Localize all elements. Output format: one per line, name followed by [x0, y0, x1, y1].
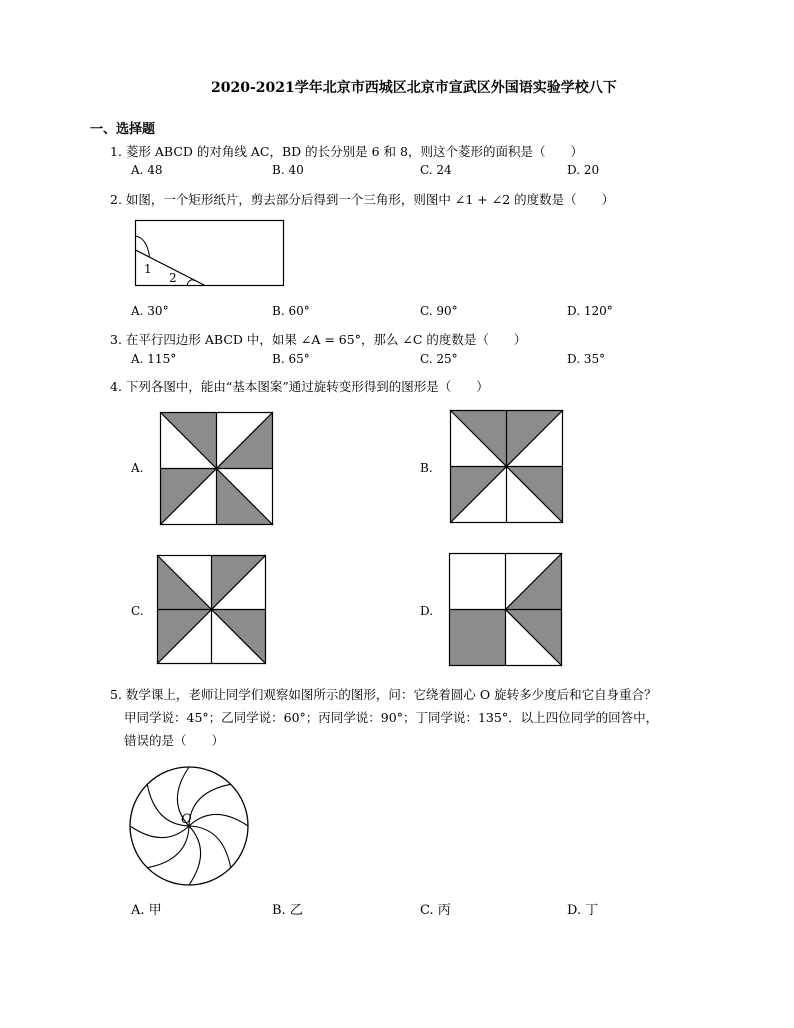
q1-option-b[interactable]: B. 40	[272, 163, 304, 177]
question-number: 5.	[110, 687, 122, 702]
question-text: 在平行四边形 ABCD 中，如果 ∠A = 65°，那么 ∠C 的度数是（ ）	[125, 332, 527, 347]
question-number: 2.	[110, 192, 122, 207]
pinwheel-arc	[189, 784, 231, 826]
q3-option-c[interactable]: C. 25°	[420, 352, 458, 366]
q4-option-a[interactable]: A.	[131, 461, 144, 475]
q3-option-d[interactable]: D. 35°	[567, 352, 606, 366]
q2-option-b[interactable]: B. 60°	[272, 304, 310, 318]
q4-figure-c[interactable]	[157, 555, 266, 664]
q4-figure-b[interactable]	[450, 410, 563, 523]
q4-figure-d[interactable]	[449, 553, 562, 666]
q5-option-d[interactable]: D. 丁	[567, 903, 599, 918]
angle-label-2: 2	[169, 271, 177, 285]
question-4	[110, 377, 489, 395]
question-number: 4.	[110, 379, 122, 394]
pinwheel-arc	[189, 826, 231, 868]
q2-option-a[interactable]: A. 30°	[131, 304, 169, 318]
question-text-line-1: 数学课上，老师让同学们观察如图所示的图形，问：它绕着圆心 O 旋转多少度后和它自身重合？	[125, 687, 657, 702]
q5-option-b[interactable]: B. 乙	[272, 903, 303, 918]
q2-option-d[interactable]: D. 120°	[567, 304, 613, 318]
question-text: 如图，一个矩形纸片，剪去部分后得到一个三角形，则图中 ∠1 + ∠2 的度数是（ ）	[125, 192, 615, 207]
q4-option-b[interactable]: B.	[420, 461, 433, 475]
section-heading: 一、选择题	[90, 122, 156, 137]
question-text-line-3: 错误的是（ ）	[124, 733, 225, 748]
question-number: 1.	[110, 144, 122, 159]
q1-option-d[interactable]: D. 20	[567, 163, 600, 177]
q5-circle-figure	[128, 765, 250, 887]
q4-option-c[interactable]: C.	[131, 604, 144, 618]
q2-rectangle-figure	[135, 220, 285, 288]
q1-option-c[interactable]: C. 24	[420, 163, 452, 177]
q2-option-c[interactable]: C. 90°	[420, 304, 458, 318]
q4-figure-a[interactable]	[160, 412, 273, 525]
pinwheel-arc	[189, 814, 248, 826]
question-3	[110, 330, 526, 348]
question-1	[110, 142, 583, 160]
q5-option-c[interactable]: C. 丙	[420, 903, 451, 918]
q4-option-d[interactable]: D.	[420, 604, 434, 618]
q1-option-a[interactable]: A. 48	[131, 163, 163, 177]
q5-option-a[interactable]: A. 甲	[131, 903, 162, 918]
angle-label-1: 1	[144, 262, 152, 276]
pinwheel-arc	[189, 826, 201, 885]
question-text: 下列各图中，能由“基本图案”通过旋转变形得到的图形是（ ）	[125, 379, 489, 394]
question-2	[110, 190, 614, 208]
question-text-line-2: 甲同学说：45°；乙同学说：60°；丙同学说：90°；丁同学说：135°．以上四位同学的回答中，	[124, 710, 659, 725]
pinwheel-arc	[130, 826, 189, 838]
q3-option-a[interactable]: A. 115°	[131, 352, 177, 366]
center-label-o: O	[181, 812, 192, 827]
document-title: 2020-2021学年北京市西城区北京市宣武区外国语实验学校八下	[211, 80, 617, 96]
q3-option-b[interactable]: B. 65°	[272, 352, 310, 366]
question-text: 菱形 ABCD 的对角线 AC，BD 的长分别是 6 和 8，则这个菱形的面积是（ ）	[125, 144, 583, 159]
question-number: 3.	[110, 332, 122, 347]
question-5	[110, 685, 657, 703]
pinwheel-arc	[147, 826, 189, 868]
